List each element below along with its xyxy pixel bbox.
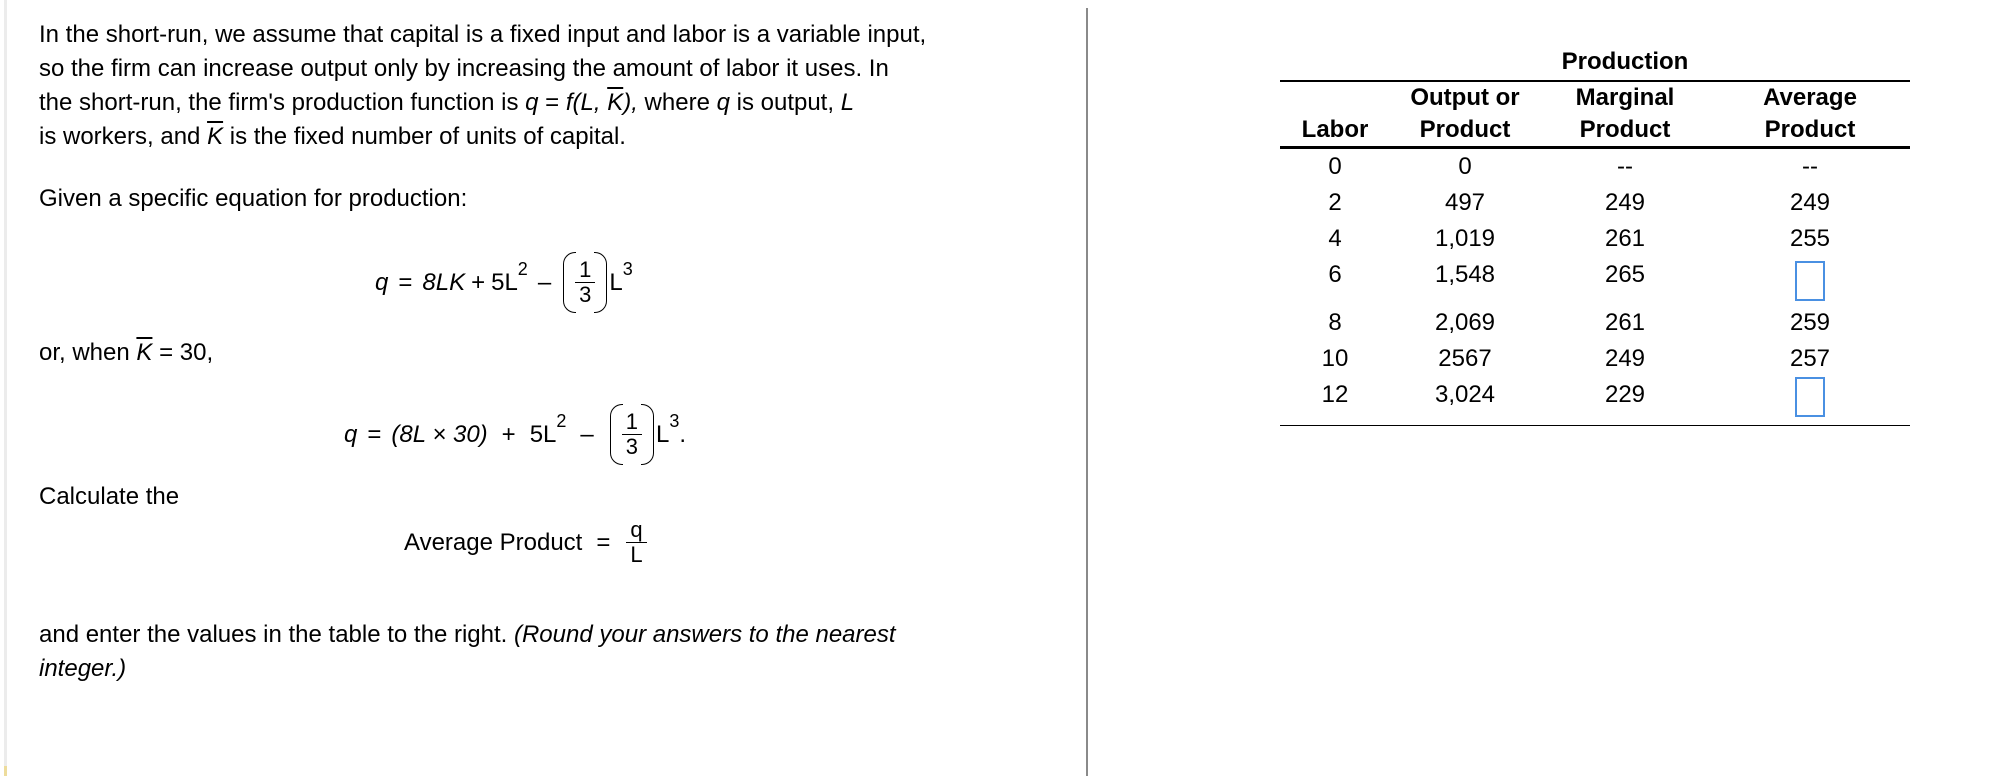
header-average-product: Average Product: [1763, 83, 1857, 143]
production-equation-k30: q = (8L × 30) + 5L 2 – $\frac{1}{3}$ L 3 .: [344, 404, 686, 465]
given-text: Given a specific equation for production:: [39, 185, 468, 212]
average-product-input-labor-6[interactable]: [1795, 261, 1825, 301]
average-product-answer-cell: [1710, 257, 1910, 305]
production-equation: q = 8LK + 5L 2 – $\frac{1}{3}$ L 3: [375, 252, 633, 313]
intro-paragraph: [39, 18, 926, 154]
one-third-fraction: $\frac{1}{3}$: [622, 410, 642, 459]
or-when-text: or, when $\overline{K} = 30$,: [39, 339, 214, 366]
table-row: 2 497 249 249: [1328, 188, 1831, 216]
intro-line-3: the short-run, the firm's production function is q = f(L, $\overline{K}$), where q is output, L: [39, 89, 855, 116]
table-row: 6 1,548 265: [1280, 257, 1910, 305]
table-row: 10 2567 249 257: [1321, 344, 1831, 372]
calculate-text: Calculate the: [39, 483, 180, 510]
instruction-text: and enter the values in the table to the right. (Round your answers to the nearest integer.): [39, 621, 896, 682]
fraction-parentheses: [563, 252, 607, 313]
header-labor: Labor: [1301, 115, 1369, 143]
one-third-fraction: $\frac{1}{3}$: [575, 258, 595, 307]
intro-line-1: In the short-run, we assume that capital is a fixed input and labor is a variable input,: [39, 21, 927, 48]
table-title: Production: [1561, 48, 1689, 75]
production-table: [1280, 44, 1910, 426]
table-row: 12 3,024 229: [1280, 377, 1910, 417]
table-row: 0 0 -- --: [1328, 152, 1818, 180]
average-product-input-labor-12[interactable]: [1795, 377, 1825, 417]
intro-line-2: so the firm can increase output only by increasing the amount of labor it uses. In: [39, 55, 889, 82]
table-row: 4 1,019 261 255: [1328, 224, 1831, 252]
table-row: 8 2,069 261 259: [1328, 308, 1831, 336]
table-bottom-rule: [1280, 425, 1910, 427]
panel-divider[interactable]: [1086, 8, 1088, 776]
intro-line-4: is workers, and $\overline{K}$ is the fixed number of units of capital.: [39, 123, 626, 150]
header-output: Output or Product: [1410, 83, 1520, 143]
left-frame-edge: [4, 0, 7, 776]
header-marginal-product: Marginal Product: [1575, 83, 1675, 143]
average-product-answer-cell: [1710, 377, 1910, 417]
q-over-l-fraction: $\frac{q}{L}$: [626, 518, 646, 567]
average-product-formula: Average Product = $\frac{q}{L}$: [404, 518, 649, 567]
fraction-parentheses: [610, 404, 654, 465]
